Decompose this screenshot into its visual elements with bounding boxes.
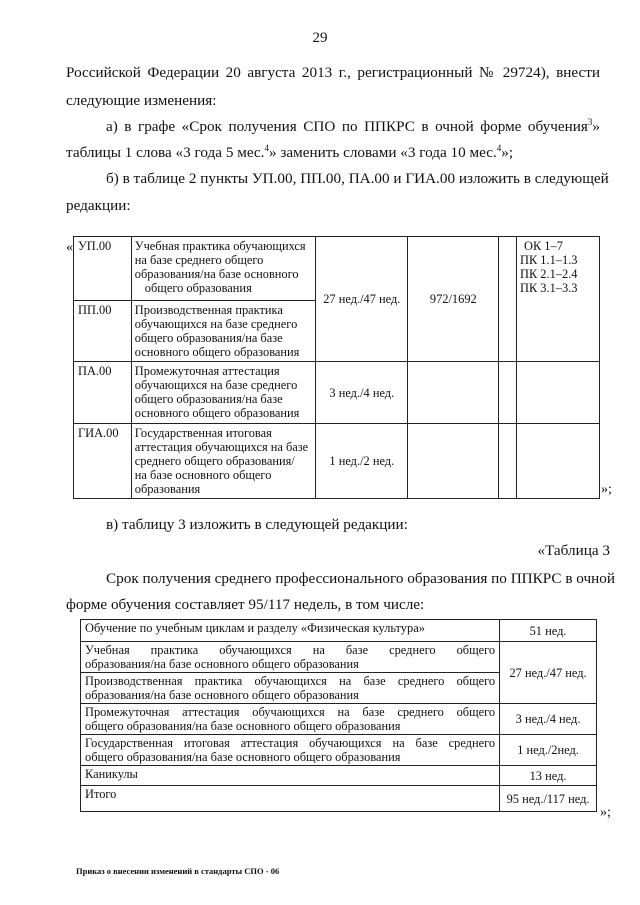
table2-weeks-merged: 27 нед./47 нед. xyxy=(316,237,408,362)
table3-value: 95 нед./117 нед. xyxy=(500,786,597,812)
srok-line2: форме обучения составляет 95/117 недель, в том числе: xyxy=(66,596,425,613)
table3-label: Промежуточная аттестация обучающихся на базе среднего общего общего образования/на базе основного общего образования xyxy=(81,704,500,735)
table3-row xyxy=(81,735,597,766)
table3-value: 51 нед. xyxy=(500,620,597,642)
table3-close-quote: »; xyxy=(600,805,611,820)
table3-row xyxy=(81,620,597,642)
table3-label: Государственная итоговая аттестация обучающихся на базе среднего общего образования/на базе основного общего образования xyxy=(81,735,500,766)
table3-label: Производственная практика обучающихся на базе среднего общего образования/на базе основного общего образования xyxy=(81,673,500,704)
table2-row-up xyxy=(74,237,600,301)
table3-label: Обучение по учебным циклам и разделу «Физическая культура» xyxy=(81,620,500,642)
table2-empty-cell xyxy=(517,424,600,499)
item-a-line2: таблицы 1 слова «3 года 5 мес.$^4$» заменить словами «3 года 10 мес.$^4$»; xyxy=(66,142,514,161)
table2-name: Учебная практика обучающихся на базе среднего общего образования/на базе основного общего образования xyxy=(131,237,316,301)
table3-label: Учебная практика обучающихся на базе среднего общего образования/на базе основного общего образования xyxy=(81,642,500,673)
table2-open-quote: « xyxy=(66,240,73,255)
table2-row-pa xyxy=(74,362,600,424)
table3-value: 13 нед. xyxy=(500,766,597,786)
table2-empty-cell xyxy=(408,362,499,424)
table2-competencies: ОК 1–7 ПК 1.1–1.3 ПК 2.1–2.4 ПК 3.1–3.3 xyxy=(517,237,600,362)
table2-empty-cell xyxy=(499,424,517,499)
table2-code: ПА.00 xyxy=(74,362,132,424)
table2-code: ГИА.00 xyxy=(74,424,132,499)
table2-empty-cell xyxy=(408,424,499,499)
table3-label: Каникулы xyxy=(81,766,500,786)
paragraph-line: Российской Федерации 20 августа 2013 г., регистрационный № 29724), внести xyxy=(66,64,600,81)
table3-caption: «Таблица 3 xyxy=(537,542,610,559)
table2-weeks: 1 нед./2 нед. xyxy=(316,424,408,499)
table3-value: 3 нед./4 нед. xyxy=(500,704,597,735)
paragraph-line: следующие изменения: xyxy=(66,92,217,109)
item-b-line1: б) в таблице 2 пункты УП.00, ПП.00, ПА.00 и ГИА.00 изложить в следующей xyxy=(106,170,609,187)
footer-note: Приказ о внесении изменений в стандарты СПО - 06 xyxy=(76,866,280,876)
table3-row xyxy=(81,786,597,812)
table2-close-quote: »; xyxy=(601,482,612,497)
table3-value: 1 нед./2нед. xyxy=(500,735,597,766)
item-b-line2: редакции: xyxy=(66,197,131,214)
table3-label: Итого xyxy=(81,786,500,812)
table3-row xyxy=(81,766,597,786)
table2-name: Государственная итоговая аттестация обучающихся на базе среднего общего образования/ на базе основного общего образования xyxy=(131,424,316,499)
page-number: 29 xyxy=(312,30,328,46)
table3-row xyxy=(81,642,597,673)
table2-empty-cell xyxy=(499,237,517,362)
table3-row xyxy=(81,704,597,735)
table2-name: Производственная практика обучающихся на базе среднего общего образования/на базе основного общего образования xyxy=(131,301,316,362)
table2-name: Промежуточная аттестация обучающихся на базе среднего общего образования/на базе основного общего образования xyxy=(131,362,316,424)
table3 xyxy=(80,619,597,812)
table2-weeks: 3 нед./4 нед. xyxy=(316,362,408,424)
table2-empty-cell xyxy=(517,362,600,424)
table3-value-merged: 27 нед./47 нед. xyxy=(500,642,597,704)
table2-code: ПП.00 xyxy=(74,301,132,362)
table2-row-gia xyxy=(74,424,600,499)
table2-code: УП.00 xyxy=(74,237,132,301)
table2-hours-merged: 972/1692 xyxy=(408,237,499,362)
srok-line1: Срок получения среднего профессионального образования по ППКРС в очной xyxy=(106,570,615,587)
table2 xyxy=(73,236,600,499)
table2-empty-cell xyxy=(499,362,517,424)
item-v-line: в) таблицу 3 изложить в следующей редакции: xyxy=(106,516,408,533)
item-a-line1: а) в графе «Срок получения СПО по ППКРС в очной форме обучения$^3$» xyxy=(106,116,600,135)
